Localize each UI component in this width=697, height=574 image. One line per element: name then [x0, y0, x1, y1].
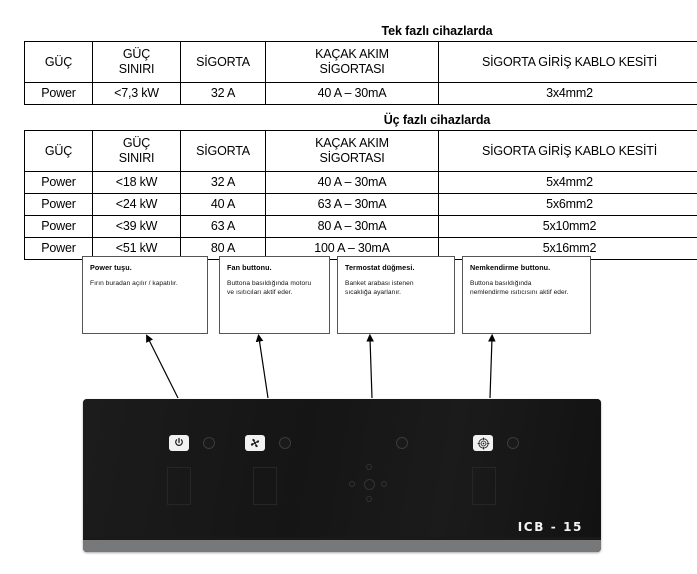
fan-icon-glyph — [249, 437, 261, 449]
header-line: SİGORTA GİRİŞ KABLO KESİTİ — [482, 54, 657, 69]
table-header-row — [25, 42, 697, 83]
cell-power: Power — [25, 216, 93, 238]
humidifier-touch-pad[interactable] — [472, 467, 496, 505]
header-line: KAÇAK AKIM — [315, 47, 389, 61]
leader-arrow-humidifier — [490, 338, 492, 398]
callout-group — [82, 256, 612, 340]
header-cell-rcd — [266, 131, 439, 172]
header-cell-fuse — [181, 131, 266, 172]
humidifier-icon[interactable] — [473, 435, 493, 451]
header-line: SINIRI — [118, 151, 155, 165]
control-panel-face — [83, 399, 601, 537]
callout-body-line: Banket arabası istenen — [345, 280, 414, 287]
table-row — [25, 172, 697, 194]
header-line: SİGORTASI — [319, 62, 385, 76]
leader-arrow-fan — [259, 338, 268, 398]
header-cell-power — [25, 131, 93, 172]
thermostat-knob-left[interactable] — [349, 481, 355, 487]
table-header-row — [25, 131, 697, 172]
control-panel — [83, 399, 601, 552]
cell-power-limit: <7,3 kW — [93, 83, 181, 105]
thermostat-knob-center[interactable] — [364, 479, 375, 490]
fan-touch-pad[interactable] — [253, 467, 277, 505]
thermostat-knob-up[interactable] — [366, 464, 372, 470]
cell-power-limit: <39 kW — [93, 216, 181, 238]
callout-fan-button — [219, 256, 330, 334]
callout-body-line: ve ısıtıcıları aktif eder. — [227, 289, 293, 296]
table-caption-three-phase: Üç fazlı cihazlarda — [383, 113, 491, 127]
header-line: GÜÇ — [122, 47, 151, 61]
cell-rcd: 40 A – 30mA — [266, 172, 439, 194]
callout-body — [470, 279, 583, 297]
callout-body-line: sıcaklığa ayarlanır. — [345, 289, 401, 296]
header-cell-power — [25, 42, 93, 83]
cell-cable-section: 5x16mm2 — [439, 238, 697, 260]
header-line: GÜÇ — [44, 54, 73, 69]
header-cell-cable-section — [439, 131, 697, 172]
cell-rcd: 63 A – 30mA — [266, 194, 439, 216]
table-row — [25, 194, 697, 216]
header-line: SINIRI — [118, 62, 155, 76]
cell-fuse: 40 A — [181, 194, 266, 216]
header-line: SİGORTA — [196, 143, 250, 158]
cell-rcd: 40 A – 30mA — [266, 83, 439, 105]
fan-icon[interactable] — [245, 435, 265, 451]
single-phase-spec-table — [24, 41, 697, 105]
cell-cable-section: 5x4mm2 — [439, 172, 697, 194]
header-cell-fuse — [181, 42, 266, 83]
header-line: GÜÇ — [44, 143, 73, 158]
cell-power: Power — [25, 238, 93, 260]
cell-power: Power — [25, 194, 93, 216]
callout-body — [345, 279, 447, 297]
cell-fuse: 32 A — [181, 83, 266, 105]
callout-power-button — [82, 256, 208, 334]
callout-body-line: Buttona basıldığında motoru — [227, 280, 312, 287]
header-line: SİGORTASI — [319, 151, 385, 165]
header-line: GÜÇ — [122, 136, 151, 150]
humidifier-icon-glyph — [477, 437, 490, 450]
leader-arrow-thermostat — [370, 338, 372, 398]
cell-power-limit: <24 kW — [93, 194, 181, 216]
header-line: SİGORTA GİRİŞ KABLO KESİTİ — [482, 143, 657, 158]
header-line: SİGORTA — [196, 54, 250, 69]
callout-body-line: nemlendirme ısıtıcısını aktif eder. — [470, 289, 569, 296]
cell-fuse: 32 A — [181, 172, 266, 194]
cell-power-limit: <51 kW — [93, 238, 181, 260]
callout-title: Power tuşu. — [90, 263, 132, 272]
table-row — [25, 83, 697, 105]
leader-arrow-power — [148, 338, 178, 398]
cell-rcd: 100 A – 30mA — [266, 238, 439, 260]
callout-body — [227, 279, 322, 297]
callout-body — [90, 279, 200, 288]
thermostat-knob-down[interactable] — [366, 496, 372, 502]
cell-power: Power — [25, 172, 93, 194]
callout-humidifier-button — [462, 256, 591, 334]
callout-title: Fan buttonu. — [227, 263, 272, 272]
header-cell-cable-section — [439, 42, 697, 83]
cell-cable-section: 5x10mm2 — [439, 216, 697, 238]
power-icon-glyph — [173, 437, 185, 449]
power-led — [203, 437, 215, 449]
panel-model-logo: ICB - 15 — [517, 520, 583, 534]
thermostat-knob-right[interactable] — [381, 481, 387, 487]
header-cell-power-limit — [93, 42, 181, 83]
table-caption-single-phase: Tek fazlı cihazlarda — [381, 24, 493, 38]
callout-body-line: Fırın buradan açılır / kapatılır. — [90, 280, 178, 287]
cell-power-limit: <18 kW — [93, 172, 181, 194]
power-touch-pad[interactable] — [167, 467, 191, 505]
thermostat-knob[interactable] — [348, 463, 392, 507]
control-panel-base — [83, 540, 601, 552]
cell-rcd: 80 A – 30mA — [266, 216, 439, 238]
cell-cable-section: 3x4mm2 — [439, 83, 697, 105]
cell-power: Power — [25, 83, 93, 105]
cell-cable-section: 5x6mm2 — [439, 194, 697, 216]
callout-title: Nemkendirme buttonu. — [470, 263, 551, 272]
thermostat-led — [396, 437, 408, 449]
three-phase-spec-table — [24, 130, 697, 260]
three-phase-table-block — [24, 113, 675, 260]
callout-thermostat-knob — [337, 256, 455, 334]
cell-fuse: 63 A — [181, 216, 266, 238]
header-line: KAÇAK AKIM — [315, 136, 389, 150]
humidifier-led — [507, 437, 519, 449]
cell-fuse: 80 A — [181, 238, 266, 260]
callout-title: Termostat düğmesi. — [345, 263, 415, 272]
table-row — [25, 216, 697, 238]
callout-body-line: Buttona basıldığında — [470, 280, 532, 287]
power-icon[interactable] — [169, 435, 189, 451]
single-phase-table-block — [24, 24, 675, 105]
header-cell-power-limit — [93, 131, 181, 172]
header-cell-rcd — [266, 42, 439, 83]
fan-led — [279, 437, 291, 449]
